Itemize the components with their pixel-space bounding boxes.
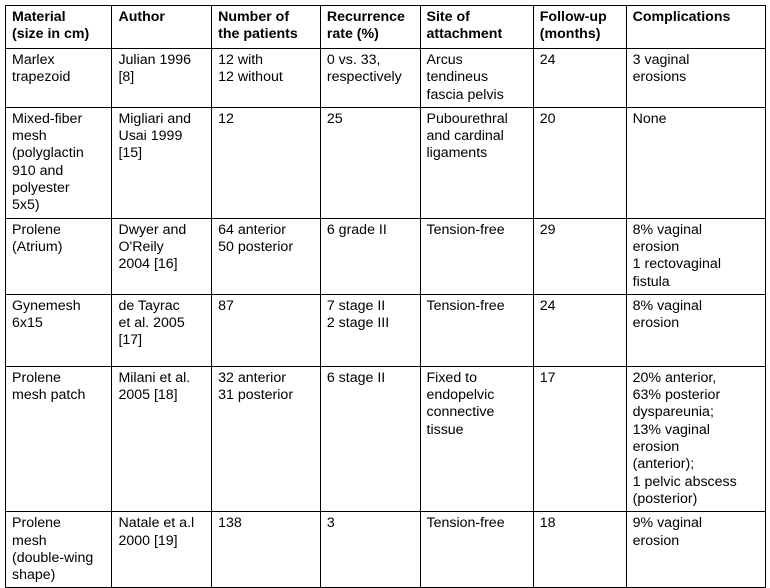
cell-material: Gynemesh 6x15	[6, 294, 112, 366]
mesh-studies-table	[5, 5, 766, 588]
cell-patients: 87	[212, 294, 321, 366]
cell-recurrence: 25	[320, 107, 420, 218]
cell-follow-up: 18	[533, 512, 626, 588]
cell-complications: None	[626, 107, 765, 218]
table-row	[6, 49, 766, 108]
cell-recurrence: 0 vs. 33, respectively	[320, 49, 420, 108]
cell-attachment: Pubourethral and cardinal ligaments	[420, 107, 533, 218]
cell-material: Prolene mesh (double-wing shape)	[6, 512, 112, 588]
cell-recurrence: 3	[320, 512, 420, 588]
cell-author: Natale et a.l 2000 [19]	[112, 512, 212, 588]
cell-material: Prolene mesh patch	[6, 366, 112, 511]
cell-attachment: Fixed to endopelvic connective tissue	[420, 366, 533, 511]
table-row	[6, 107, 766, 218]
cell-follow-up: 17	[533, 366, 626, 511]
cell-attachment: Tension-free	[420, 512, 533, 588]
cell-patients: 12	[212, 107, 321, 218]
cell-material: Mixed-fiber mesh (polyglactin 910 and polyester 5x5)	[6, 107, 112, 218]
cell-attachment: Tension-free	[420, 218, 533, 294]
table-row	[6, 366, 766, 511]
cell-patients: 138	[212, 512, 321, 588]
table-row	[6, 218, 766, 294]
header-number-of-patients: Number of the patients	[212, 6, 321, 49]
cell-material: Prolene (Atrium)	[6, 218, 112, 294]
cell-recurrence: 6 stage II	[320, 366, 420, 511]
cell-patients: 12 with 12 without	[212, 49, 321, 108]
cell-recurrence: 7 stage II 2 stage III	[320, 294, 420, 366]
cell-author: Milani et al. 2005 [18]	[112, 366, 212, 511]
header-site-of-attachment: Site of attachment	[420, 6, 533, 49]
cell-attachment: Arcus tendineus fascia pelvis	[420, 49, 533, 108]
table-row	[6, 512, 766, 588]
cell-material: Marlex trapezoid	[6, 49, 112, 108]
cell-follow-up: 20	[533, 107, 626, 218]
header-recurrence-rate: Recurrence rate (%)	[320, 6, 420, 49]
header-author: Author	[112, 6, 212, 49]
cell-follow-up: 24	[533, 294, 626, 366]
cell-author: Julian 1996 [8]	[112, 49, 212, 108]
cell-patients: 32 anterior 31 posterior	[212, 366, 321, 511]
cell-follow-up: 29	[533, 218, 626, 294]
cell-patients: 64 anterior 50 posterior	[212, 218, 321, 294]
cell-recurrence: 6 grade II	[320, 218, 420, 294]
cell-author: de Tayrac et al. 2005 [17]	[112, 294, 212, 366]
header-follow-up: Follow-up (months)	[533, 6, 626, 49]
cell-complications: 9% vaginal erosion	[626, 512, 765, 588]
cell-complications: 20% anterior, 63% posterior dyspareunia; 13% vaginal erosion (anterior); 1 pelvic abscess (posterior)	[626, 366, 765, 511]
header-material: Material (size in cm)	[6, 6, 112, 49]
cell-attachment: Tension-free	[420, 294, 533, 366]
header-complications: Complications	[626, 6, 765, 49]
table-row	[6, 294, 766, 366]
cell-complications: 8% vaginal erosion 1 rectovaginal fistula	[626, 218, 765, 294]
cell-complications: 3 vaginal erosions	[626, 49, 765, 108]
cell-author: Dwyer and O'Reily 2004 [16]	[112, 218, 212, 294]
cell-complications: 8% vaginal erosion	[626, 294, 765, 366]
cell-follow-up: 24	[533, 49, 626, 108]
table-header-row	[6, 6, 766, 49]
cell-author: Migliari and Usai 1999 [15]	[112, 107, 212, 218]
